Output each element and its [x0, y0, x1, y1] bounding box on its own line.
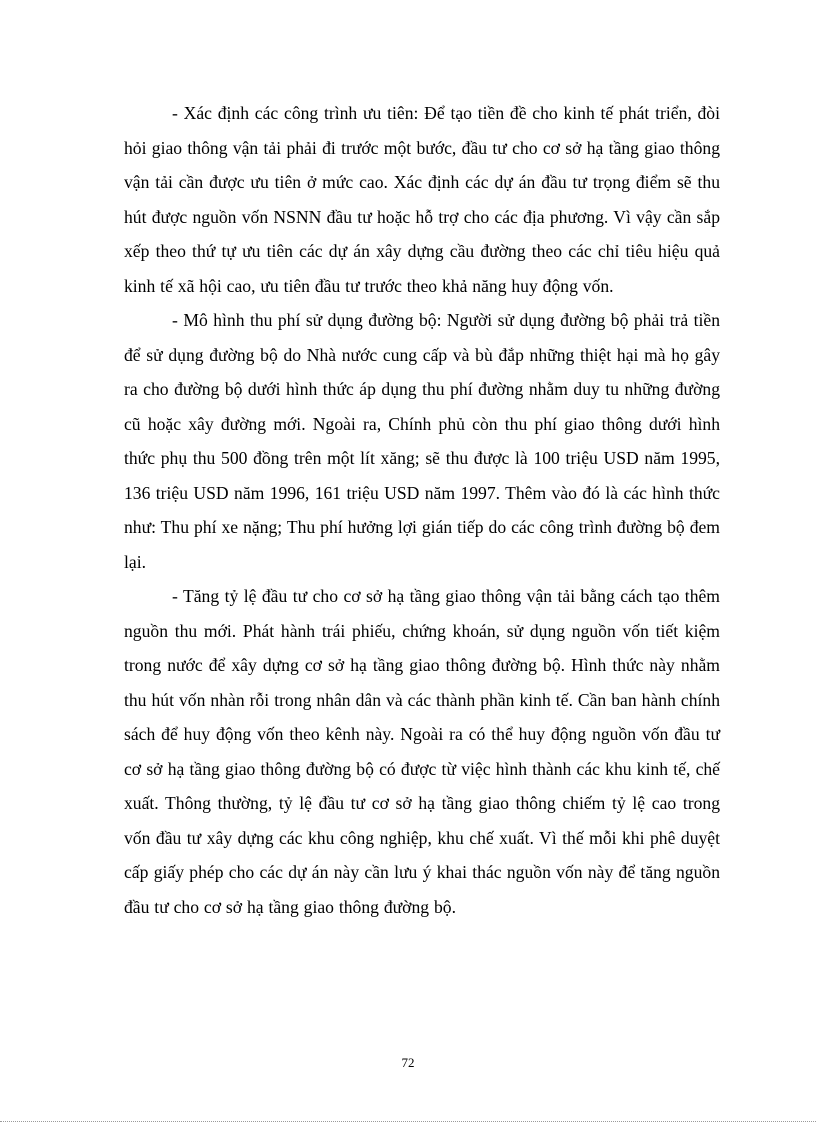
- page-bottom-divider: [0, 1121, 816, 1122]
- paragraph-road-toll-model: - Mô hình thu phí sử dụng đường bộ: Người sử dụng đường bộ phải trả tiền để sử dụng đường bộ do Nhà nước cung cấp và bù đắp những thiệt hại mà họ gây ra cho đường bộ dưới hình thức áp dụng thu phí đường nhằm duy tu những đường cũ hoặc xây đường mới. Ngoài ra, Chính phủ còn thu phí giao thông dưới hình thức phụ thu 500 đồng trên một lít xăng; sẽ thu được là 100 triệu USD năm 1995, 136 triệu USD năm 1996, 161 triệu USD năm 1997. Thêm vào đó là các hình thức như: Thu phí xe nặng; Thu phí hưởng lợi gián tiếp do các công trình đường bộ đem lại.: [124, 310, 720, 572]
- paragraph-new-revenue-sources: - Tăng tỷ lệ đầu tư cho cơ sở hạ tầng giao thông vận tải bằng cách tạo thêm nguồn thu mới. Phát hành trái phiếu, chứng khoán, sử dụng nguồn vốn tiết kiệm trong nước để xây dựng cơ sở hạ tầng giao thông đường bộ. Hình thức này nhằm thu hút vốn nhàn rỗi trong nhân dân và các thành phần kinh tế. Cần ban hành chính sách để huy động vốn theo kênh này. Ngoài ra có thể huy động nguồn vốn đầu tư cơ sở hạ tầng giao thông đường bộ có được từ việc hình thành các khu kinh tế, chế xuất. Thông thường, tỷ lệ đầu tư cơ sở hạ tầng giao thông chiếm tỷ lệ cao trong vốn đầu tư xây dựng các khu công nghiệp, khu chế xuất. Vì thế mỗi khi phê duyệt cấp giấy phép cho các dự án này cần lưu ý khai thác nguồn vốn này để tăng nguồn đầu tư cho cơ sở hạ tầng giao thông đường bộ.: [124, 586, 720, 917]
- paragraph-priority-projects: - Xác định các công trình ưu tiên: Để tạo tiền đề cho kinh tế phát triển, đòi hỏi giao thông vận tải phải đi trước một bước, đầu tư cho cơ sở hạ tầng giao thông vận tải cần được ưu tiên ở mức cao. Xác định các dự án đầu tư trọng điểm sẽ thu hút được nguồn vốn NSNN đầu tư hoặc hỗ trợ cho các địa phương. Vì vậy cần sắp xếp theo thứ tự ưu tiên các dự án xây dựng cầu đường theo các chỉ tiêu hiệu quả kinh tế xã hội cao, ưu tiên đầu tư trước theo khả năng huy động vốn.: [124, 103, 720, 296]
- page-number: 72: [401, 1055, 415, 1070]
- body-text: [124, 96, 720, 924]
